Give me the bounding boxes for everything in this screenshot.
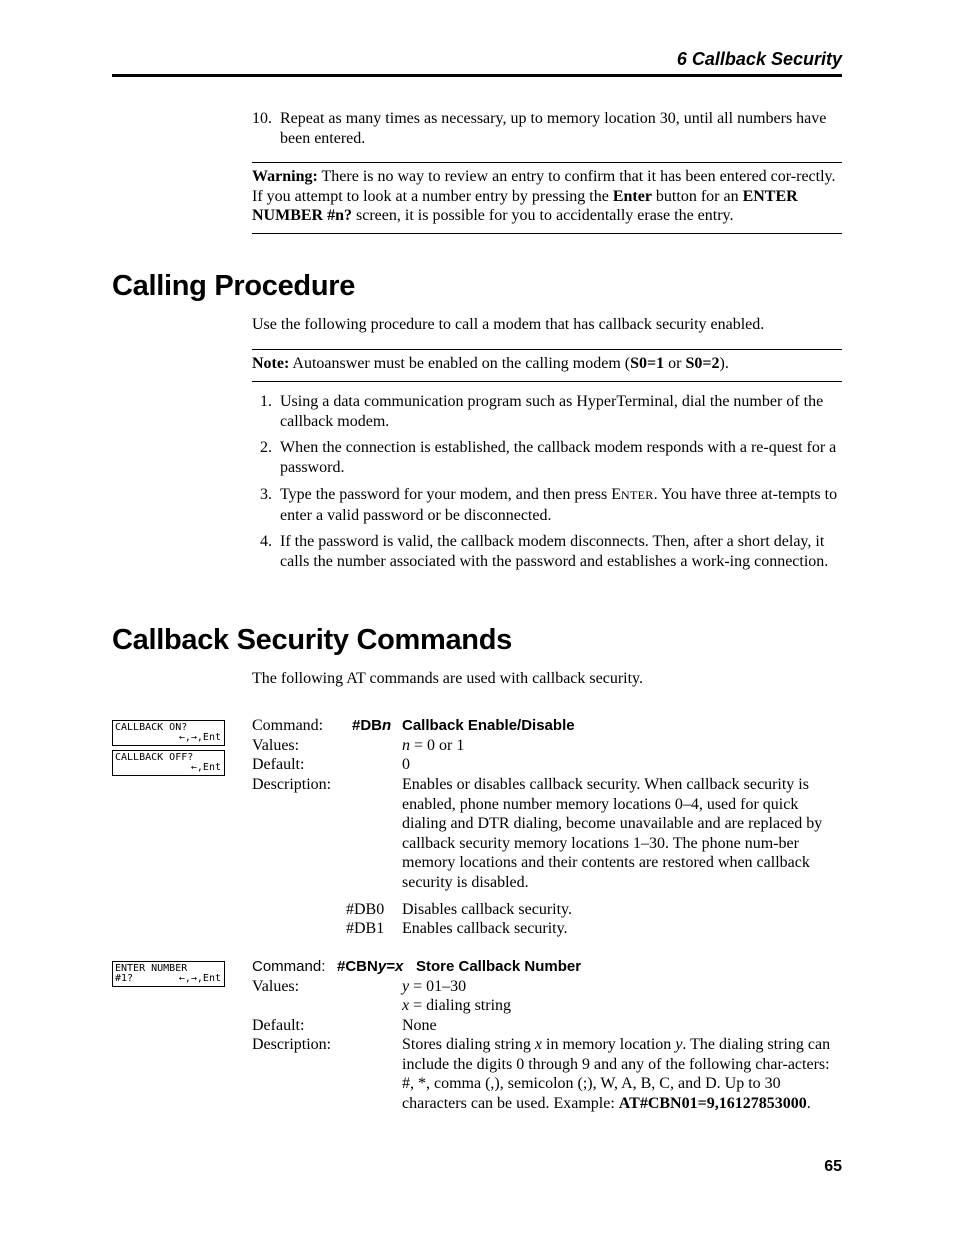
command-code-var: y=x: [377, 958, 404, 975]
db-description-label: Description:: [252, 776, 332, 793]
value-var: n: [402, 737, 410, 754]
desc-text: in memory location: [542, 1036, 676, 1053]
warning-text: button for an: [651, 187, 743, 205]
db-option-text: Enables callback security.: [402, 920, 568, 937]
note-text: Autoanswer must be enabled on the calling modem (: [289, 355, 631, 372]
cbn-command-code: [337, 957, 403, 977]
desc-var: y: [675, 1036, 683, 1053]
note-top-rule: [252, 349, 842, 350]
db-option-text: Disables callback security.: [402, 901, 573, 918]
cbn-command-title: Store Callback Number: [416, 958, 582, 975]
step-text-part: . You have three at-tempts to enter a valid password or be disconnected.: [280, 486, 838, 524]
step-text: When the connection is established, the callback modem responds with a re-quest for a password.: [280, 439, 837, 476]
enter-key-smallcaps: NTER: [621, 488, 654, 502]
note-text: or: [664, 355, 686, 372]
step-text: Repeat as many times as necessary, up to memory location 30, until all numbers have been entered.: [280, 110, 827, 147]
lcd-line: ENTER NUMBER: [115, 963, 188, 974]
warning-bottom-rule: [252, 233, 842, 234]
cbn-default: None: [402, 1017, 437, 1034]
desc-text: . The dialing string can include the digits 0 through 9 and any of the following char-acters: #, *, comma (,), semicolon (;), W, A, B, C, and D. Up to 30 characters can be used. Example:: [402, 1036, 831, 1112]
value-text: = dialing string: [409, 997, 512, 1014]
calling-intro: Use the following procedure to call a modem that has callback security enabled.: [252, 316, 765, 333]
lcd-line: ←,Ent: [190, 762, 221, 773]
warning-label: Warning:: [252, 168, 318, 185]
db-command-title: Callback Enable/Disable: [402, 717, 575, 734]
command-code-var: n: [382, 717, 392, 734]
lcd-line: CALLBACK OFF?: [115, 752, 194, 763]
calling-procedure-heading: Calling Procedure: [112, 270, 356, 302]
cbn-values-label: Values:: [252, 978, 300, 995]
note-bottom-rule: [252, 381, 842, 382]
header-rule: [112, 74, 842, 77]
cbn-value-x: [402, 996, 842, 1016]
warning-box: [252, 167, 842, 226]
db-option-code: #DB0: [346, 901, 385, 918]
lcd-line: CALLBACK ON?: [115, 722, 188, 733]
warning-enter: Enter: [612, 187, 652, 205]
value-var: x: [402, 997, 410, 1014]
cbn-value-y: [402, 977, 842, 997]
lcd-callback-off: [112, 750, 225, 776]
step-text-part: Type the password for your modem, and then press E: [280, 486, 622, 503]
step-number: 1.: [260, 393, 272, 410]
cbn-default-label: Default:: [252, 1017, 305, 1034]
lcd-line: ←,→,Ent: [178, 732, 221, 743]
value-text: = 01–30: [409, 978, 467, 995]
command-code: #DB: [352, 717, 383, 734]
step-number: 3.: [260, 486, 272, 503]
step-text: [280, 485, 838, 525]
commands-intro: The following AT commands are used with callback security.: [252, 670, 644, 687]
step-number: 10.: [252, 110, 272, 127]
lcd-enter-number: [112, 961, 225, 987]
commands-heading: Callback Security Commands: [112, 624, 512, 656]
db-values-label: Values:: [252, 737, 300, 754]
warning-text: There is no way to review an entry to confirm that it has been entered cor-rectly. If you attempt to look at a number entry by pressing the: [252, 168, 836, 205]
step-number: 4.: [260, 533, 272, 550]
db-command-label: Command:: [252, 717, 324, 734]
step-text: Using a data communication program such as HyperTerminal, dial the number of the callback modem.: [280, 393, 824, 430]
note-s01: S0=1: [630, 355, 665, 372]
desc-text: Stores dialing string: [402, 1036, 535, 1053]
warning-top-rule: [252, 162, 842, 163]
step-text: If the password is valid, the callback modem disconnects. Then, after a short delay, it calls the number associated with the password and establishes a work-ing connection.: [280, 533, 829, 570]
db-description: Enables or disables callback security. When callback security is enabled, phone number memory locations 0–4, used for quick dialing and DTR dialing, become unavailable and are replaced by callback security memory locations 1–30. The phone num-ber memory locations and their contents are restored when callback security is disabled.: [402, 776, 823, 891]
value-var: y: [402, 978, 410, 995]
note-text: ).: [719, 355, 729, 372]
lcd-line: #1?: [115, 973, 134, 984]
step-number: 2.: [260, 439, 272, 456]
note-label: Note:: [252, 355, 290, 372]
page-number: 65: [824, 1158, 842, 1175]
lcd-callback-on: [112, 720, 225, 746]
db-values: [402, 736, 842, 756]
note-s02: S0=2: [685, 355, 720, 372]
running-head: 6 Callback Security: [676, 49, 842, 69]
cbn-command-label: Command:: [252, 958, 326, 975]
cbn-description: [402, 1035, 842, 1113]
db-option-code: #DB1: [346, 920, 385, 937]
db-default-label: Default:: [252, 756, 305, 773]
desc-var: x: [534, 1036, 542, 1053]
warning-text: screen, it is possible for you to accidentally erase the entry.: [352, 207, 734, 224]
note-box: [252, 354, 842, 374]
command-code: #CBN: [337, 958, 378, 975]
value-text: = 0 or 1: [410, 737, 465, 754]
db-default: 0: [402, 756, 410, 773]
desc-example: AT#CBN01=9,16127853000: [618, 1094, 807, 1112]
warning-screen: ENTER NUMBER #n?: [252, 187, 798, 224]
db-command-code: [352, 716, 391, 736]
lcd-line: ←,→,Ent: [178, 973, 221, 984]
cbn-description-label: Description:: [252, 1036, 332, 1053]
desc-text: .: [806, 1094, 811, 1112]
